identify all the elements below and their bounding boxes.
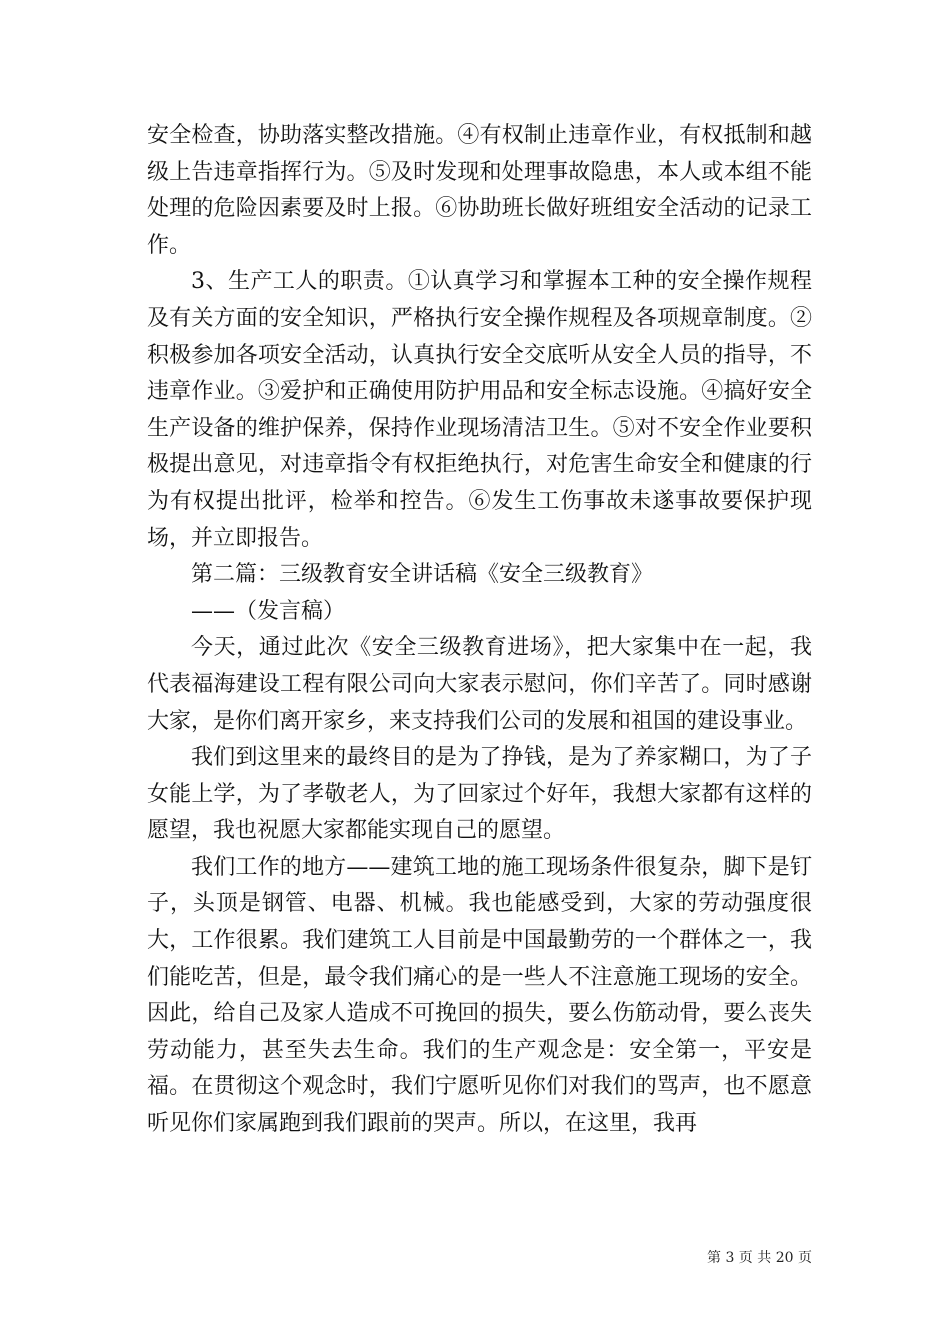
paragraph-safety-concerns: 我们工作的地方——建筑工地的施工现场条件很复杂，脚下是钉子，头顶是钢管、电器、机械。我也能感受到，大家的劳动强度很大，工作很累。我们建筑工人目前是中国最勤劳的一个群体之一，我们能吃苦，但是，最令我们痛心的是一些人不注意施工现场的安全。因此，给自己及家人造成不可挽回的损失，要么伤筋动骨，要么丧失劳动能力，甚至失去生命。我们的生产观念是：安全第一，平安是福。在贯彻这个观念时，我们宁愿听见你们对我们的骂声，也不愿意听见你们家属跑到我们跟前的哭声。所以，在这里，我再 (147, 854, 812, 1137)
paragraph-duties-continued: 安全检查，协助落实整改措施。④有权制止违章作业，有权抵制和越级上告违章指挥行为。⑤及时发现和处理事故隐患，本人或本组不能处理的危险因素要及时上报。⑥协助班长做好班组安全活动的记录工作。 (147, 123, 812, 258)
section-subtitle: ——（发言稿） (191, 598, 346, 624)
paragraph-purpose: 我们到这里来的最终目的是为了挣钱，是为了养家糊口，为了子女能上学，为了孝敬老人，为了回家过个好年，我想大家都有这样的愿望，我也祝愿大家都能实现自己的愿望。 (147, 745, 812, 844)
paragraph-greeting: 今天，通过此次《安全三级教育进场》，把大家集中在一起，我代表福海建设工程有限公司向大家表示慰问，你们辛苦了。同时感谢大家，是你们离开家乡，来支持我们公司的发展和祖国的建设事业。 (147, 635, 812, 734)
page-number-footer: 第 3 页 共 20 页 (707, 1250, 812, 1266)
section-heading: 第二篇：三级教育安全讲话稿《安全三级教育》 (191, 562, 654, 588)
paragraph-worker-duties: 3、生产工人的职责。①认真学习和掌握本工种的安全操作规程及有关方面的安全知识，严格执行安全操作规程及各项规章制度。②积极参加各项安全活动，认真执行安全交底听从安全人员的指导，不违章作业。③爱护和正确使用防护用品和安全标志设施。④搞好安全生产设备的维护保养，保持作业现场清洁卫生。⑤对不安全作业要积极提出意见，对违章指令有权拒绝执行，对危害生命安全和健康的行为有权提出批评，检举和控告。⑥发生工伤事故未遂事故要保护现场，并立即报告。 (147, 269, 812, 551)
document-body (147, 118, 812, 1143)
